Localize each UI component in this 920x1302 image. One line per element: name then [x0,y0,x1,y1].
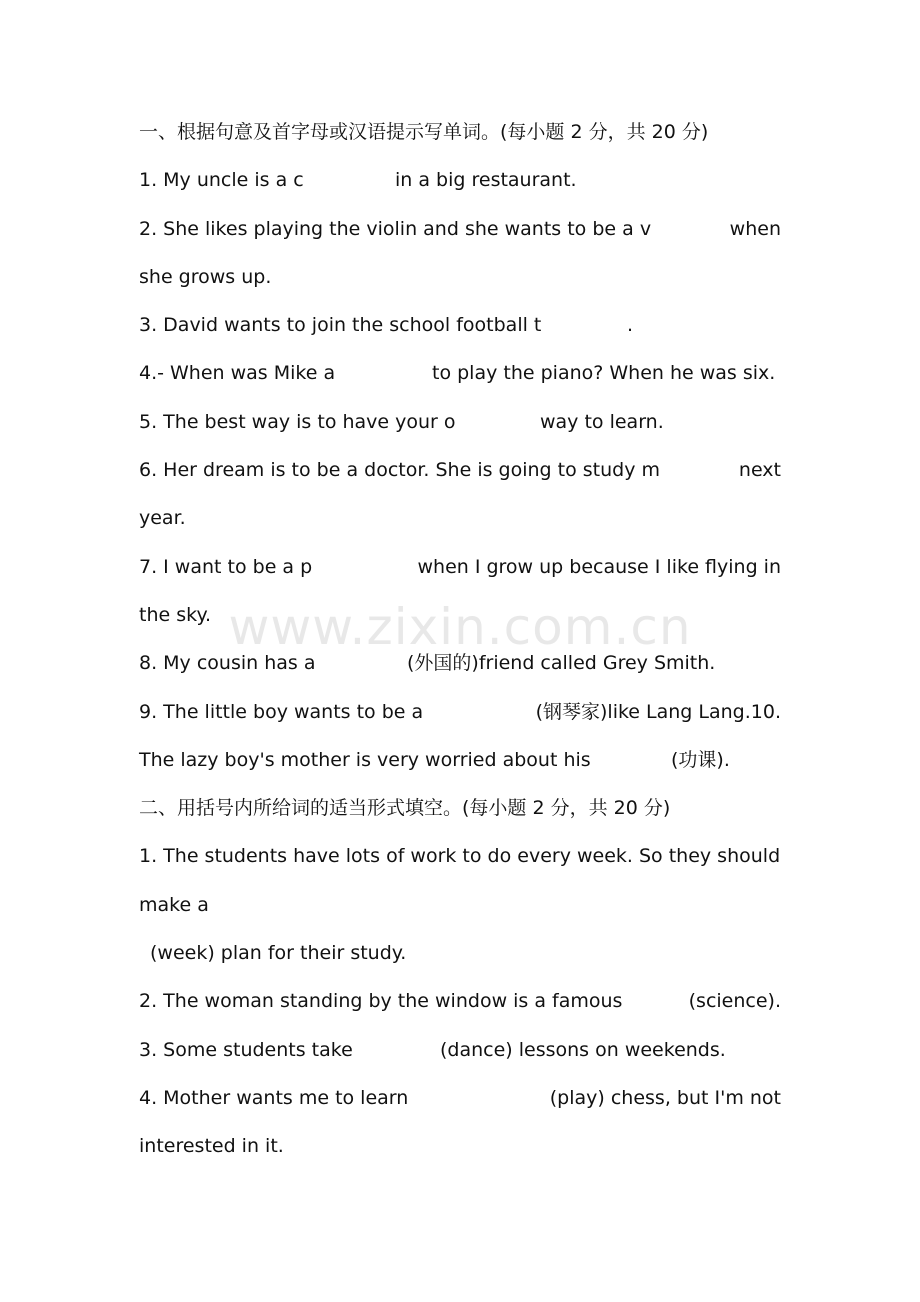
question-text: 2. She likes playing the violin and she wants to be a v [139,217,652,240]
section2-heading: 二、用括号内所给词的适当形式填空。(每小题 2 分，共 20 分) [139,797,671,820]
question-1-4 [139,349,781,397]
question-text: (dance) lessons on weekends. [440,1038,726,1061]
question-1-8 [139,639,781,687]
question-text: 9. The little boy wants to be a [139,700,424,723]
question-text: (外国的)friend called Grey Smith. [407,652,716,675]
question-2-2 [139,977,781,1025]
question-text: . [627,314,634,337]
question-1-6 [139,446,781,494]
question-text: (钢琴家)like Lang Lang.10. [535,700,781,723]
question-text: 2. The woman standing by the window is a famous [139,990,623,1013]
question-2-4 [139,1074,781,1122]
question-text: 1. The students have lots of work to do every week. So they should [139,845,781,868]
question-text: next [738,459,781,482]
question-text: 5. The best way is to have your o [139,410,456,433]
question-2-1-cont2: (week) plan for their study. [150,942,407,965]
question-text: in a big restaurant. [395,169,577,192]
question-1-1 [139,156,781,204]
question-text: to play the piano? When he was six. [432,362,776,385]
watermark: www.zixin.com.cn [228,598,692,656]
question-1-6-cont: year. [139,507,186,530]
question-text: 8. My cousin has a [139,652,316,675]
question-text: 4.- When was Mike a [139,362,336,385]
document-page [139,108,781,1171]
question-text: (功课). [671,748,730,771]
question-text: 4. Mother wants me to learn [139,1086,409,1109]
question-text: 6. Her dream is to be a doctor. She is going to study m [139,459,660,482]
question-1-2 [139,205,781,253]
question-1-7-cont: the sky. [139,603,212,626]
question-text: 7. I want to be a p [139,555,313,578]
question-2-1 [139,832,781,880]
question-2-4-cont: interested in it. [139,1135,284,1158]
question-1-7 [139,543,781,591]
question-text: (play) chess, but I'm not [549,1086,781,1109]
question-2-1-cont: make a [139,893,209,916]
question-1-5 [139,398,781,446]
question-text: 3. Some students take [139,1038,353,1061]
question-text: (science). [688,990,781,1013]
question-text: 1. My uncle is a c [139,169,304,192]
question-1-2-cont: she grows up. [139,265,272,288]
question-text: when I grow up because I like flying in [417,555,781,578]
question-1-10 [139,736,781,784]
question-text: when [729,217,781,240]
question-2-3 [139,1026,781,1074]
question-text: 3. David wants to join the school football t [139,314,542,337]
question-text: The lazy boy's mother is very worried about his [139,748,591,771]
question-1-3 [139,301,781,349]
question-1-9 [139,688,781,736]
section1-heading: 一、根据句意及首字母或汉语提示写单词。(每小题 2 分，共 20 分) [139,121,709,143]
question-text: way to learn. [540,410,664,433]
